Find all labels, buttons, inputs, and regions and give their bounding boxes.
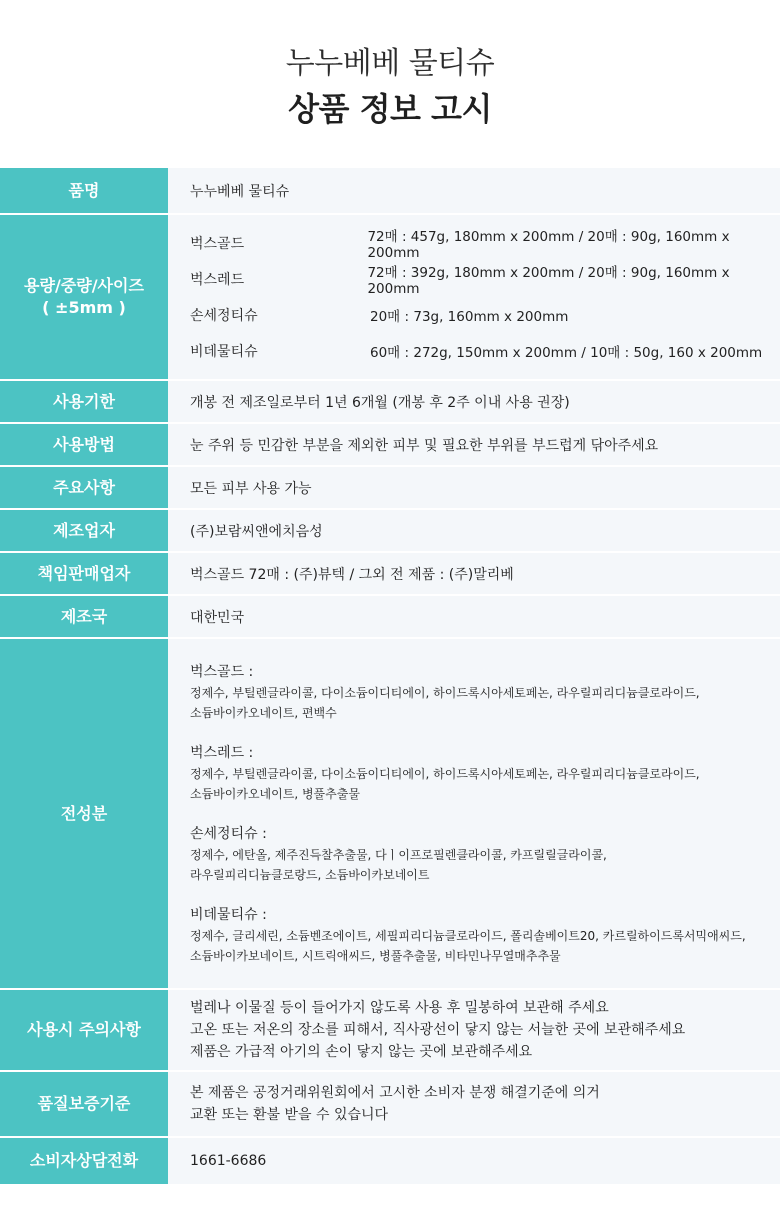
product-title: 누누베베 물티슈: [285, 46, 495, 81]
row-label: 책임판매업자: [0, 553, 168, 594]
product-info-table: [0, 168, 780, 1184]
ingredient-group: [190, 661, 780, 723]
row-value: 개봉 전 제조일로부터 1년 6개월 (개봉 후 2주 이내 사용 권장): [168, 381, 780, 422]
quality-line: 교환 또는 환불 받을 수 있습니다: [190, 1107, 389, 1123]
spec-value: 72매 : 392g, 180mm x 200mm / 20매 : 90g, 160mm x 200mm: [367, 265, 730, 297]
row-main-notes: [0, 465, 780, 508]
ingredient-group-title: 벅스레드 :: [190, 745, 254, 761]
caution-line: 고온 또는 저온의 장소를 피해서, 직사광선이 닿지 않는 서늘한 곳에 보관해주세요: [190, 1022, 686, 1038]
spec-value: 60매 : 272g, 150mm x 200mm / 10매 : 50g, 160 x 200mm: [370, 345, 763, 361]
row-manufacturer: [0, 508, 780, 551]
row-label: 주요사항: [0, 467, 168, 508]
spec-name: 비데물티슈: [190, 344, 258, 360]
row-value: [168, 1072, 780, 1136]
spec-value: 72매 : 457g, 180mm x 200mm / 20매 : 90g, 160mm x 200mm: [367, 229, 730, 261]
ingredient-group: [190, 742, 780, 804]
row-quality: [0, 1070, 780, 1136]
row-value: [168, 990, 780, 1070]
row-value: 벅스골드 72매 : (주)뷰텍 / 그외 전 제품 : (주)말리베: [168, 553, 780, 594]
ingredient-line: 소듐바이카오네이트, 편백수: [190, 706, 337, 720]
spec-item: [190, 333, 780, 369]
row-label: 제조업자: [0, 510, 168, 551]
row-label: 사용시 주의사항: [0, 990, 168, 1070]
spec-item: [190, 297, 780, 333]
ingredient-group-title: 벅스골드 :: [190, 664, 254, 680]
row-label: 소비자상담전화: [0, 1138, 168, 1184]
ingredient-group: [190, 904, 780, 966]
ingredient-line: 소듐바이카보네이트, 시트릭애씨드, 병풀추출물, 비타민나무열매추추물: [190, 949, 561, 963]
row-value: (주)보람씨앤에치음성: [168, 510, 780, 551]
row-seller: [0, 551, 780, 594]
ingredient-line: 정제수, 부틸렌글라이콜, 다이소듐이디티에이, 하이드록시아세토페논, 라우릴피리디늄클로라이드,: [190, 686, 700, 700]
ingredient-group-title: 비데물티슈 :: [190, 907, 267, 923]
row-label: 전성분: [0, 639, 168, 988]
spec-name: 손세정티슈: [190, 308, 258, 324]
row-label: 사용방법: [0, 424, 168, 465]
row-value: 모든 피부 사용 가능: [168, 467, 780, 508]
ingredient-line: 정제수, 부틸렌글라이콜, 다이소듐이디티에이, 하이드록시아세토페논, 라우릴피리디늄클로라이드,: [190, 767, 700, 781]
row-capacity: [0, 213, 780, 379]
ingredient-line: 정제수, 에탄올, 제주진득찰추출물, 다ㅣ이프로필렌클라이콜, 카프릴릴글라이콜,: [190, 848, 607, 862]
caution-line: 제품은 가급적 아기의 손이 닿지 않는 곳에 보관해주세요: [190, 1044, 533, 1060]
caution-line: 벌레나 이물질 등이 들어가지 않도록 사용 후 밀봉하여 보관해 주세요: [190, 1000, 609, 1016]
page-title: 상품 정보 고시: [288, 90, 492, 128]
row-caution: [0, 988, 780, 1070]
spec-value: 20매 : 73g, 160mm x 200mm: [370, 309, 569, 325]
ingredient-line: 소듐바이카오네이트, 병풀추출물: [190, 787, 360, 801]
row-value: [168, 639, 780, 988]
row-value: 누누베베 물티슈: [168, 168, 780, 213]
phone-number: 1661-6686: [168, 1138, 780, 1184]
row-phone: [0, 1136, 780, 1184]
row-label-line: 용량/중량/사이즈: [24, 276, 144, 295]
quality-line: 본 제품은 공정거래위원회에서 고시한 소비자 분쟁 해결기준에 의거: [190, 1085, 600, 1101]
row-value: [168, 215, 780, 379]
row-label: 품질보증기준: [0, 1072, 168, 1136]
spec-name: 벅스레드: [190, 272, 245, 288]
ingredient-line: 라우릴피리디늄클로랑드, 소듐바이카보네이트: [190, 868, 430, 882]
row-name: [0, 168, 780, 213]
row-usage: [0, 422, 780, 465]
row-expiry: [0, 379, 780, 422]
ingredient-group-title: 손세정티슈 :: [190, 826, 267, 842]
row-label: 제조국: [0, 596, 168, 637]
row-ingredients: [0, 637, 780, 988]
spec-item: [190, 225, 780, 261]
ingredient-group: [190, 823, 780, 885]
spec-name: 벅스골드: [190, 236, 245, 252]
ingredient-line: 정제수, 글리세린, 소듐벤조에이트, 세필피리디늄클로라이드, 폴리솔베이트20, 카르릴하이드록서믹애씨드,: [190, 929, 746, 943]
row-label-line: ( ±5mm ): [42, 298, 126, 317]
row-label: 사용기한: [0, 381, 168, 422]
row-country: [0, 594, 780, 637]
row-value: 눈 주위 등 민감한 부분을 제외한 피부 및 필요한 부위를 부드럽게 닦아주세요: [168, 424, 780, 465]
row-label: [0, 215, 168, 379]
row-label: 품명: [0, 168, 168, 213]
spec-item: [190, 261, 780, 297]
page-header: [0, 0, 780, 168]
row-value: 대한민국: [168, 596, 780, 637]
